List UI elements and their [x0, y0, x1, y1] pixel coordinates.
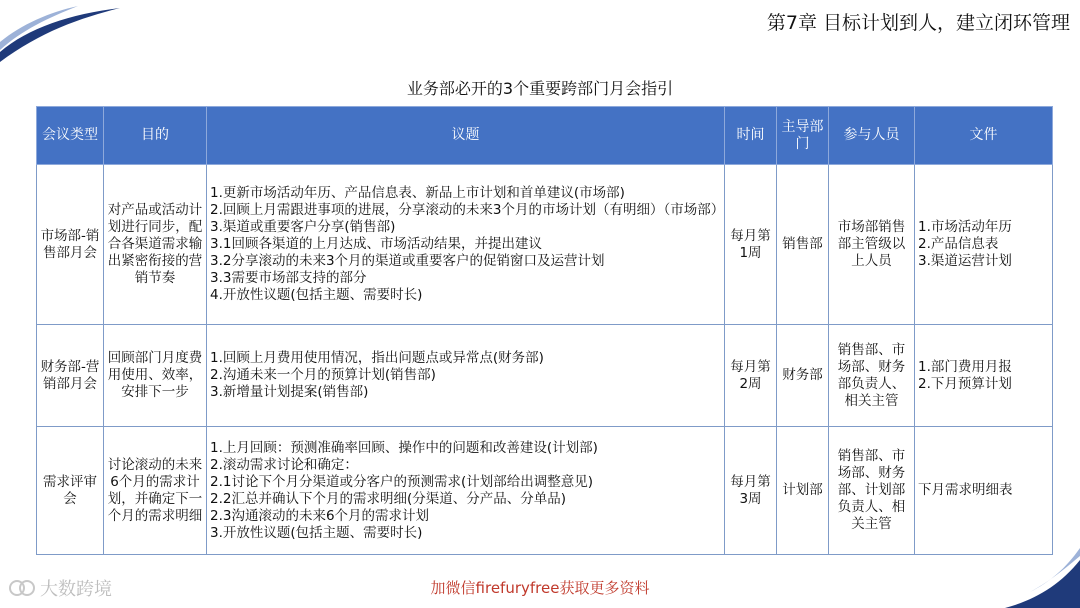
- agenda-line: 2.回顾上月需跟进事项的进展，分享滚动的未来3个月的市场计划（有明细）（市场部）: [210, 202, 725, 218]
- meeting-purpose: 对产品或活动计划进行同步，配合各渠道需求输出紧密衔接的营销节奏: [104, 165, 207, 325]
- table-row: [37, 325, 1053, 427]
- meeting-participants: 销售部、市场部、财务部、计划部负责人、相关主管: [829, 427, 915, 555]
- meeting-type: 财务部-营销部月会: [37, 325, 104, 427]
- agenda-line: 3.新增量计划提案(销售部): [210, 384, 369, 400]
- agenda-line: 4.开放性议题(包括主题、需要时长): [210, 287, 423, 303]
- meeting-type: 市场部-销售部月会: [37, 165, 104, 325]
- agenda-line: 3.2分享滚动的未来3个月的渠道或重要客户的促销窗口及运营计划: [210, 253, 605, 269]
- meeting-time: 每月第2周: [725, 325, 777, 427]
- file-item: 2.产品信息表: [918, 236, 999, 252]
- table-row: [37, 427, 1053, 555]
- col-header-lead: 主导部门: [777, 107, 829, 165]
- meeting-lead: 计划部: [777, 427, 829, 555]
- meeting-participants: 销售部、市场部、财务部负责人、相关主管: [829, 325, 915, 427]
- col-header-purpose: 目的: [104, 107, 207, 165]
- agenda-line: 2.3沟通滚动的未来6个月的需求计划: [210, 507, 430, 524]
- agenda-line: 3.3需要市场部支持的部分: [210, 270, 367, 286]
- meeting-time: 每月第3周: [725, 427, 777, 555]
- table-title: 业务部必开的3个重要跨部门月会指引: [406, 79, 674, 98]
- col-header-agenda: 议题: [207, 107, 725, 165]
- meeting-agenda: [207, 165, 725, 325]
- agenda-line: 1.回顾上月费用使用情况，指出问题点或异常点(财务部): [210, 350, 544, 366]
- meeting-purpose: 回顾部门月度费用使用、效率，安排下一步: [104, 325, 207, 427]
- footer-note: 加微信firefuryfree获取更多资料: [430, 579, 650, 597]
- col-header-time: 时间: [725, 107, 777, 165]
- col-header-files: 文件: [915, 107, 1053, 165]
- agenda-line: 2.沟通未来一个月的预算计划(销售部): [210, 367, 436, 383]
- meeting-guide-table: [36, 106, 1053, 555]
- col-header-participants: 参与人员: [829, 107, 915, 165]
- agenda-line: 3.开放性议题(包括主题、需要时长): [210, 524, 423, 541]
- agenda-line: 3.渠道或重要客户分享(销售部): [210, 219, 396, 235]
- meeting-participants: 市场部销售部主管级以上人员: [829, 165, 915, 325]
- meeting-time: 每月第1周: [725, 165, 777, 325]
- agenda-line: 1.更新市场活动年历、产品信息表、新品上市计划和首单建议(市场部): [210, 185, 625, 201]
- chapter-title: 第7章 目标计划到人，建立闭环管理: [766, 12, 1070, 34]
- file-item: 1.部门费用月报: [918, 358, 1012, 375]
- meeting-lead: 销售部: [777, 165, 829, 325]
- file-item: 3.渠道运营计划: [918, 253, 1012, 269]
- meeting-agenda: [207, 427, 725, 555]
- meeting-files: [915, 165, 1053, 325]
- meeting-files: [915, 325, 1053, 427]
- meeting-purpose: 讨论滚动的未来6个月的需求计划，并确定下一个月的需求明细: [104, 427, 207, 555]
- file-item: 下月需求明细表: [918, 482, 1013, 498]
- table-row: [37, 165, 1053, 325]
- agenda-line: 3.1回顾各渠道的上月达成、市场活动结果，并提出建议: [210, 236, 542, 252]
- meeting-lead: 财务部: [777, 325, 829, 427]
- meeting-type: 需求评审会: [37, 427, 104, 555]
- col-header-type: 会议类型: [37, 107, 104, 165]
- file-item: 1.市场活动年历: [918, 219, 1012, 235]
- meeting-agenda: [207, 325, 725, 427]
- agenda-line: 1.上月回顾：预测准确率回顾、操作中的问题和改善建设(计划部): [210, 439, 598, 456]
- meeting-files: [915, 427, 1053, 555]
- logo-text: 大数跨境: [40, 579, 112, 600]
- file-item: 2.下月预算计划: [918, 375, 1012, 392]
- agenda-line: 2.2汇总并确认下个月的需求明细(分渠道、分产品、分单品): [210, 490, 567, 507]
- table-header-row: [37, 107, 1053, 165]
- agenda-line: 2.滚动需求讨论和确定：: [210, 456, 358, 473]
- agenda-line: 2.1讨论下个月分渠道或分客户的预测需求(计划部给出调整意见): [210, 473, 594, 490]
